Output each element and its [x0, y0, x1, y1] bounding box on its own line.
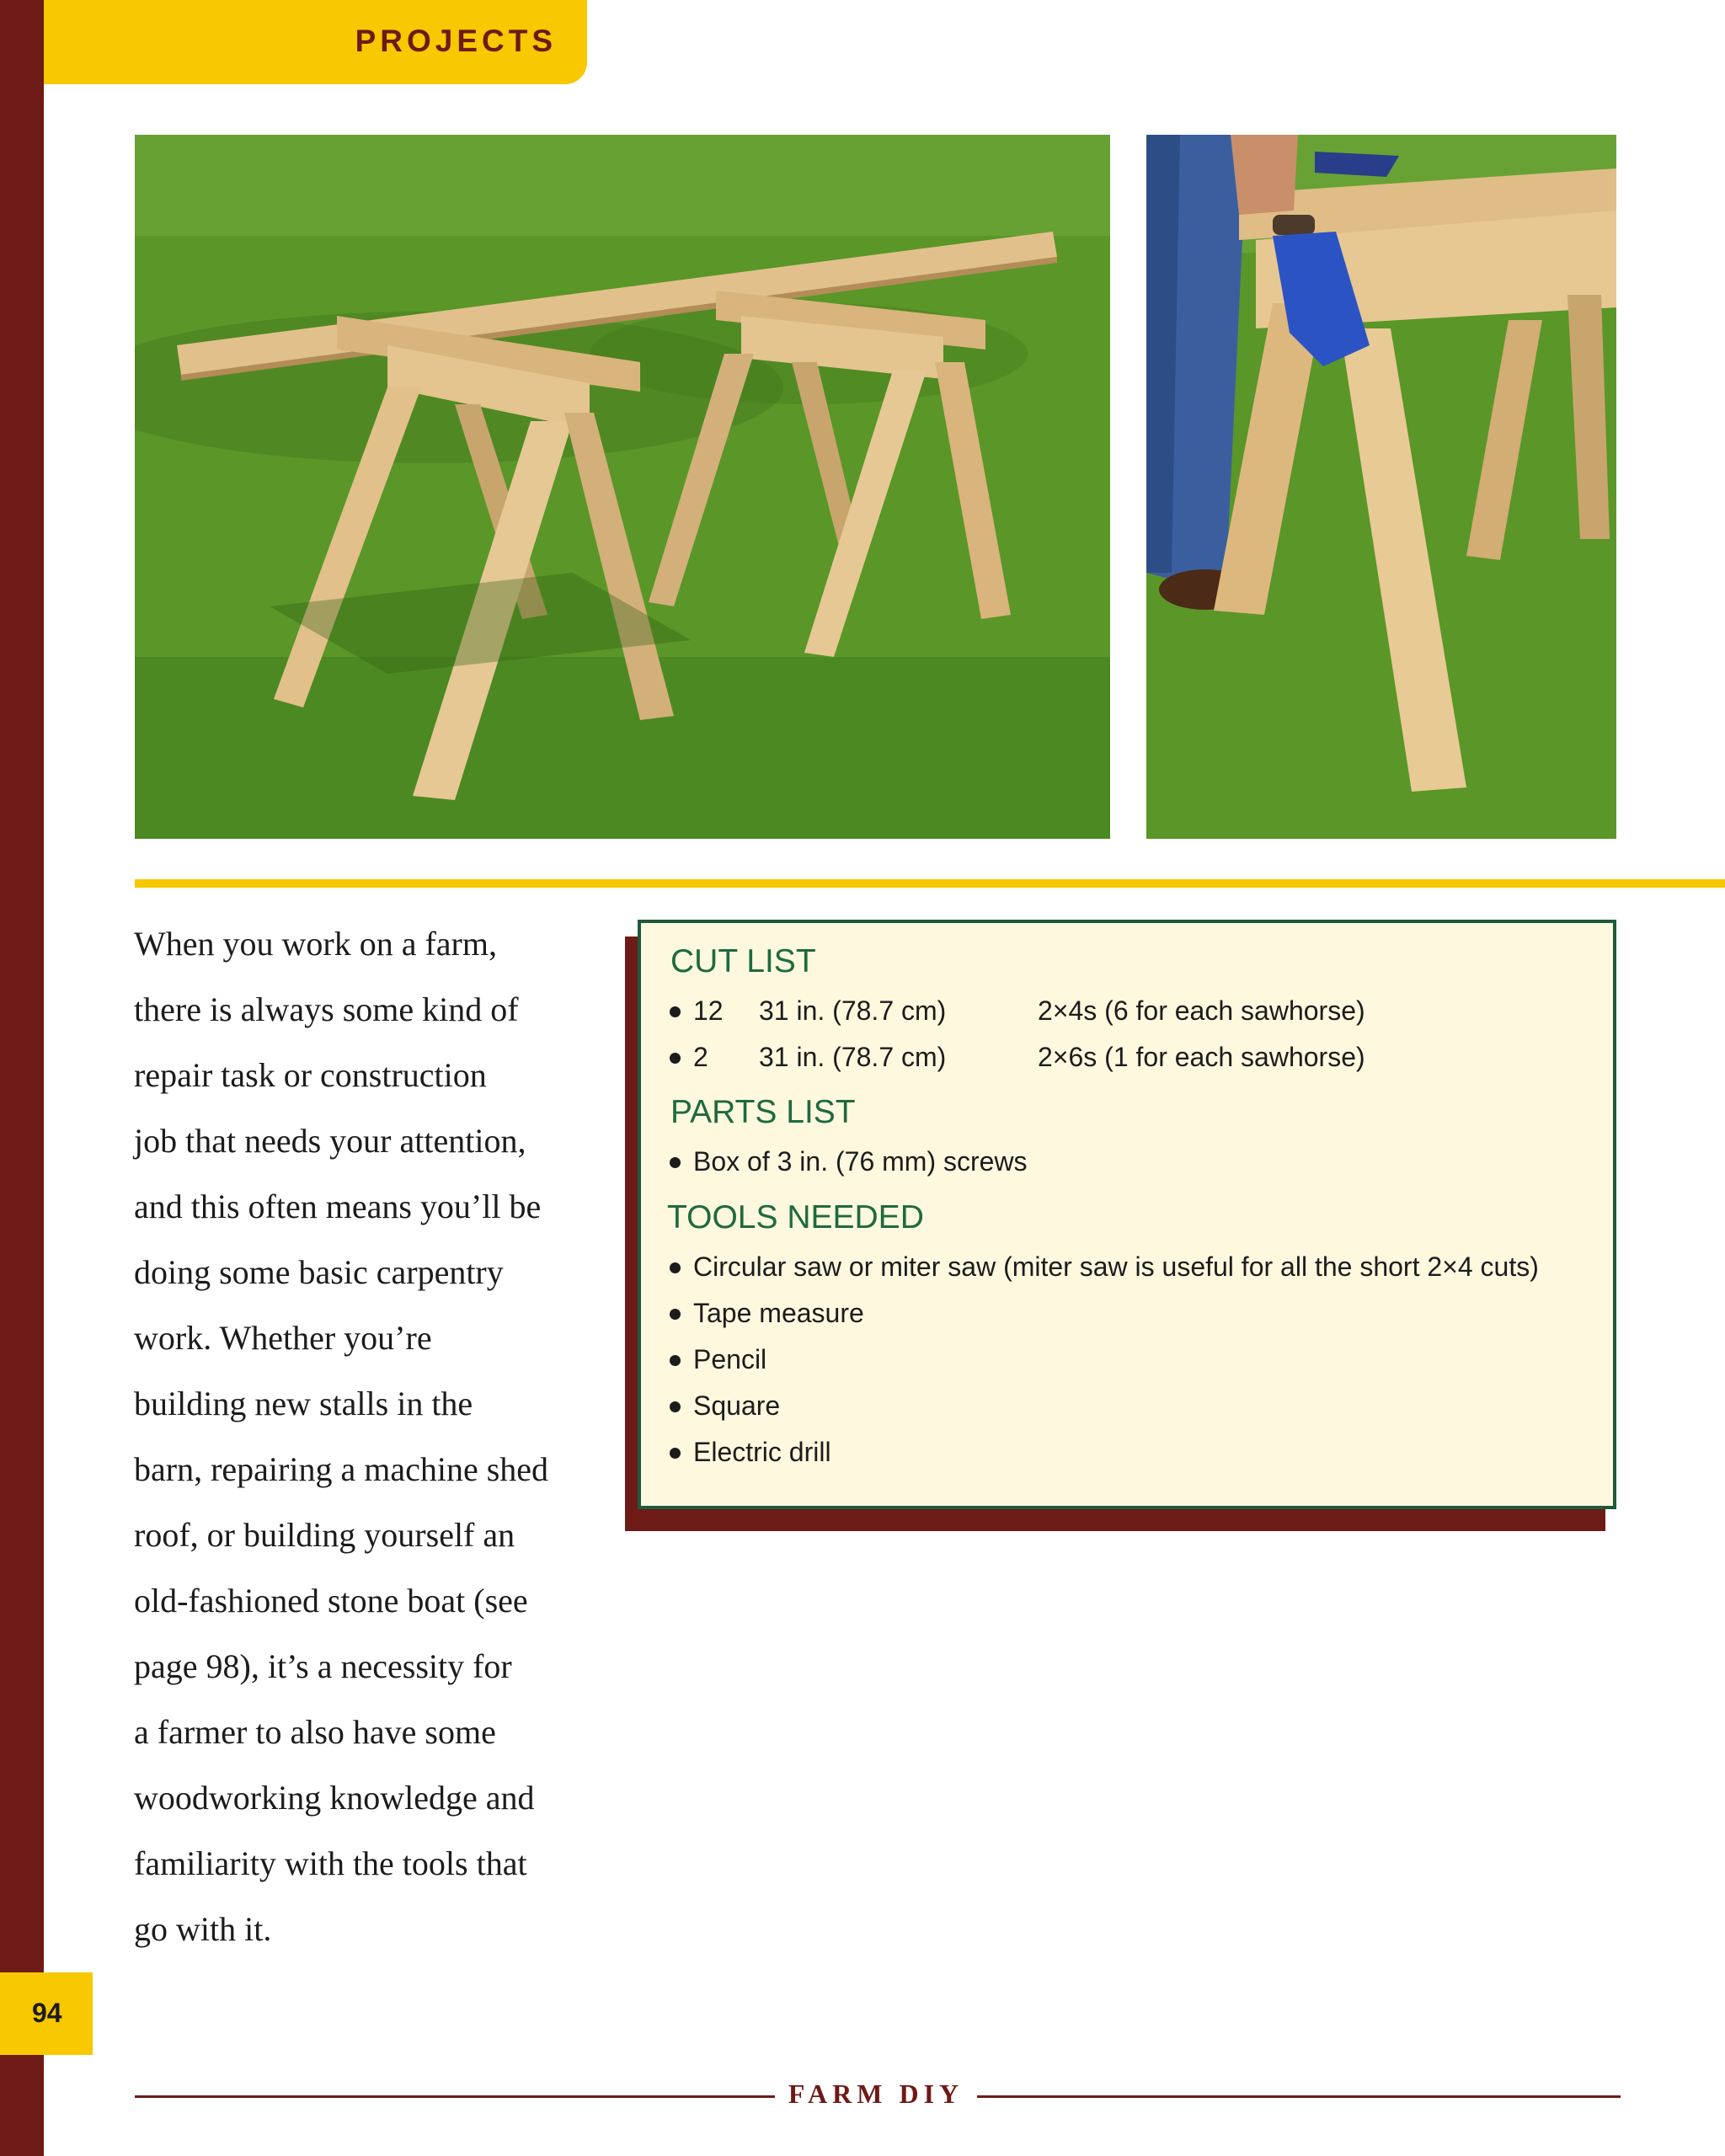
section-label: PROJECTS — [355, 24, 557, 58]
body-line: When you work on a farm, — [134, 925, 497, 963]
bullet — [670, 1053, 681, 1064]
body-line: and this often means you’ll be — [134, 1187, 542, 1225]
intro-paragraph — [134, 911, 606, 1962]
bullet — [670, 1157, 681, 1168]
body-line: go with it. — [134, 1910, 272, 1948]
cut-length: 31 in. (78.7 cm) — [759, 995, 947, 1026]
body-line: doing some basic carpentry — [134, 1253, 504, 1291]
body-line: work. Whether you’re — [134, 1319, 432, 1357]
tool-item: Pencil — [693, 1344, 767, 1374]
footer-rule-left — [135, 2095, 775, 2098]
body-line: familiarity with the tools that — [134, 1844, 527, 1882]
bullet — [670, 1262, 681, 1273]
parts-list-heading: PARTS LIST — [670, 1094, 856, 1130]
body-line: repair task or construction — [134, 1056, 487, 1094]
cut-material: 2×6s (1 for each sawhorse) — [1038, 1042, 1365, 1072]
body-line: barn, repairing a machine shed — [134, 1450, 549, 1488]
cut-qty: 2 — [693, 1042, 708, 1072]
bullet — [670, 1355, 681, 1366]
tool-item: Square — [693, 1390, 781, 1421]
cut-qty: 12 — [693, 995, 724, 1026]
body-line: woodworking knowledge and — [134, 1779, 535, 1817]
tool-item: Tape measure — [693, 1298, 864, 1328]
body-line: page 98), it’s a necessity for — [134, 1647, 512, 1685]
section-tab — [44, 0, 587, 84]
cut-list-heading: CUT LIST — [670, 943, 816, 979]
bullet — [670, 1006, 681, 1017]
running-footer-title: FARM DIY — [788, 2079, 964, 2109]
cut-length: 31 in. (78.7 cm) — [759, 1042, 947, 1072]
tool-item: Circular saw or miter saw (miter saw is useful for all the short 2×4 cuts) — [693, 1251, 1539, 1282]
photo-lifting-sawhorse — [1146, 135, 1616, 839]
footer-rule-right — [977, 2095, 1621, 2098]
body-line: old-fashioned stone boat (see — [134, 1582, 528, 1620]
bullet — [670, 1309, 681, 1320]
bullet — [670, 1401, 681, 1412]
body-line: roof, or building yourself an — [134, 1516, 515, 1554]
cut-material: 2×4s (6 for each sawhorse) — [1038, 995, 1365, 1026]
page-number-tab — [0, 1972, 93, 2055]
body-line: a farmer to also have some — [134, 1713, 496, 1751]
tools-needed-heading: TOOLS NEEDED — [667, 1199, 924, 1235]
sawhorses-illustration — [135, 135, 1110, 839]
tool-item: Electric drill — [693, 1437, 831, 1467]
body-line: job that needs your attention, — [134, 1122, 526, 1160]
info-box — [638, 920, 1616, 1509]
photo-sawhorses — [135, 135, 1110, 839]
lifting-illustration — [1146, 135, 1616, 839]
bullet — [670, 1448, 681, 1459]
page-number: 94 — [32, 1998, 62, 2028]
parts-item: Box of 3 in. (76 mm) screws — [693, 1146, 1028, 1177]
page-spine-bar — [0, 0, 44, 2156]
body-line: building new stalls in the — [134, 1385, 473, 1422]
section-divider — [135, 879, 1725, 888]
body-line: there is always some kind of — [134, 990, 519, 1028]
